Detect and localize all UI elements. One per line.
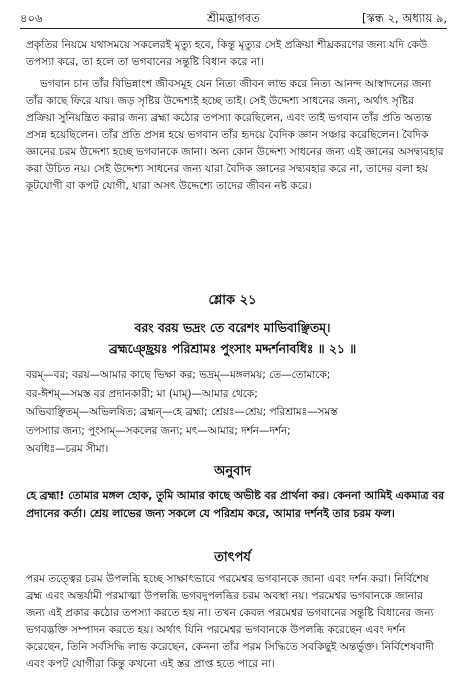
synonyms-line-1: বরম্—বর; বরয়—আমার কাছে ভিক্ষা কর; ভদ্রম্—মঙ্গলময়; তে—তোমাকে; <box>26 369 331 381</box>
intro-paragraph-2: ভগবান চান তাঁর বিভিন্নাংশ জীবসমূহ যেন নিত্য জীবন লাভ করে নিত্য আনন্দ আস্বাদনের জন্য তাঁর কাছে ফিরে যায়। জড় সৃষ্টির উদ্দেশ্যই হচ্ছে তাই। সেই উদ্দেশ্য সাধনের জন্য, অর্থাৎ সৃষ্টির প্রক্রিয়া সুনিয়ন্ত্রিত করার জন্য ব্রহ্মা কঠোর তপস্যা করেছিলেন, এবং তাই ভগবান তাঁর প্রতি অত্যন্ত প্রসন্ন হয়েছিলেন। তাঁর প্রতি প্রসন্ন হয়ে ভগবান তাঁর হৃদয়ে বৈদিক জ্ঞান সঞ্চার করেছিলেন। বৈদিক জ্ঞানের চরম উদ্দেশ্য হচ্ছে ভগবানকে জানা। অন্য কোন উদ্দেশ্য সাধনের জন্য এই জ্ঞানের অসদ্ব্যবহার করা উচিত নয়। সেই উদ্দেশ্য সাধনের জন্য যারা বৈদিক জ্ঞানের সদ্ব্যবহার করে না, তাদের বলা হয় কূটযোগী বা কপট যোগী, যারা অসৎ উদ্দেশ্যে তাদের জীবন নষ্ট করে। <box>26 78 444 192</box>
intro-paragraph-1: প্রকৃতির নিয়মে যথাসময়ে সকলেরই মৃত্যু হবে, কিন্তু মৃত্যুর সেই প্রক্রিয়া শীঘ্রকরণের জন্য যদি কেউ তপস্যা করে, তা হলে তা ভগবানের সন্তুষ্টি বিধান করে না। <box>26 39 428 68</box>
verse-text <box>0 318 465 360</box>
synonyms-line-5: অবধিঃ—চরম সীমা। <box>26 443 109 455</box>
verse-line-2: ব্রহ্মঞ্ছ্রেয়ঃ পরিশ্রামঃ পুংসাং মদ্দর্শনাবধিঃ ॥ ২১ ॥ <box>108 342 357 356</box>
verse-line-1: বরং বরয় ভদ্রং তে বরেশং মাভিবাঞ্ছিতম্। <box>134 321 331 335</box>
translation-text: হে ব্রহ্মা! তোমার মঙ্গল হোক, তুমি আমার কাছে অভীষ্ট বর প্রার্থনা কর। কেননা আমিই একমাত্র বর প্রদানের কর্তা। শ্রেয় লাভের জন্য সকলে যে পরিশ্রম করে, আমার দর্শনই তার চরম ফল। <box>26 489 445 520</box>
translation-heading: অনুবাদ <box>214 464 251 479</box>
synonyms-line-4: তপস্যার জন্য; পুংসাম্—সকলের জন্য; মৎ—আমার; দর্শন—দর্শন; <box>26 424 291 437</box>
intro-paragraph-2-block <box>26 76 445 195</box>
purport-block <box>26 571 445 673</box>
synonyms-line-3: অভিবাঞ্ছিতম্—অভিলষিত; ব্রহ্মন্—হে ব্রহ্মা; শ্রেয়ঃ—শ্রেয়; পরিশ্রামঃ—সমস্ত <box>26 406 338 418</box>
header-rule <box>20 28 447 29</box>
purport-heading: তাৎপর্য <box>214 550 251 565</box>
intro-paragraph-1-block <box>26 37 445 71</box>
page-header <box>20 8 447 30</box>
page-number: ৪০৬ <box>20 11 43 25</box>
verse-heading: শ্লোক ২১ <box>208 293 257 308</box>
translation-block <box>26 487 445 523</box>
book-title: শ্রীমদ্ভাগবত <box>207 11 260 25</box>
purport-text: পরম তত্ত্বের চরম উপলব্ধি হচ্ছে সাক্ষাৎভাবে পরমেশ্বর ভগবানকে জানা এবং দর্শন করা। নির্বিশেষ ব্রহ্ম এবং অন্তর্যামী পরমাত্মা উপলব্ধি ভগবদুপলব্ধির চরম অবস্থা নয়। পরমেশ্বর ভগবানকে জানার জন্য এই প্রকার কঠোর তপস্যা করতে হয় না। তখন কেবল পরমেশ্বর ভগবানের সন্তুষ্টি বিধানের জন্য ভগবদ্ভক্তি সম্পাদন করতে হয়। অর্থাৎ যিনি পরমেশ্বর ভগবানকে উপলব্ধি করেছেন এবং দর্শন করেছেন, তিনি সর্বসিদ্ধি লাভ করেছেন, কেননা তাঁর পরম সিদ্ধিতে সবকিছুই অন্তর্ভুক্ত। নির্বিশেষবাদী এবং কপট যোগীরা কিন্তু কখনো এই স্তর প্রাপ্ত হতে পারে না। <box>26 573 434 670</box>
word-for-word-synonyms <box>26 366 445 459</box>
chapter-reference: [স্কন্ধ ২, অধ্যায় ৯, <box>362 11 447 25</box>
synonyms-line-2: বর-ঈশম্—সমস্ত বর প্রদানকারী; মা (মাম্)—আমার থেকে; <box>26 387 258 400</box>
